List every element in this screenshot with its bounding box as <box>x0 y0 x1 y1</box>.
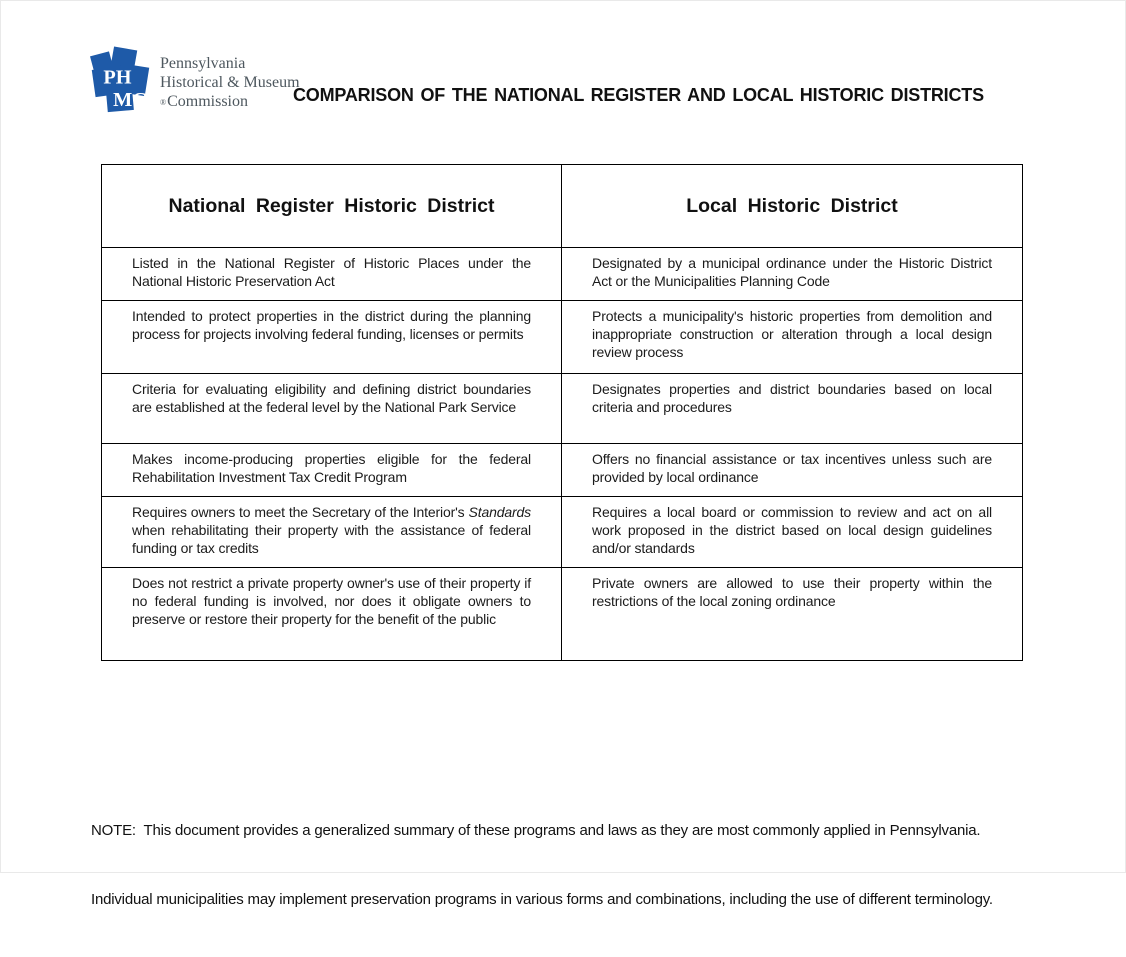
org-name-line2: Historical & Museum <box>160 74 300 91</box>
cell-national-register: Listed in the National Register of Historic Places under the National Historic Preservation Act <box>102 248 562 301</box>
table-row <box>102 497 1023 568</box>
cell-local-district: Designates properties and district boundaries based on local criteria and procedures <box>562 374 1023 444</box>
column-header-local-district: Local Historic District <box>562 165 1023 248</box>
table-row <box>102 568 1023 661</box>
cell-national-register: Makes income-producing properties eligible for the federal Rehabilitation Investment Tax Credit Program <box>102 444 562 497</box>
table-row <box>102 374 1023 444</box>
cell-national-register: Intended to protect properties in the district during the planning process for projects involving federal funding, licenses or permits <box>102 301 562 374</box>
cell-local-district: Protects a municipality's historic properties from demolition and inappropriate construction or alteration through a local design review process <box>562 301 1023 374</box>
table-row <box>102 444 1023 497</box>
footer-note-line1: NOTE: This document provides a generalized summary of these programs and laws as they are most commonly applied in Pennsylvania. <box>91 822 981 839</box>
cell-national-register: Does not restrict a private property owner's use of their property if no federal funding is involved, nor does it obligate owners to preserve or restore their property for the benefit of the public <box>102 568 562 661</box>
cell-national-register: Requires owners to meet the Secretary of the Interior's Standards when rehabilitating their property with the assistance of federal funding or tax credits <box>102 497 562 568</box>
cell-local-district: Requires a local board or commission to review and act on all work proposed in the district based on local design guidelines and/or standards <box>562 497 1023 568</box>
org-name-line1: Pennsylvania <box>160 55 246 72</box>
table-row <box>102 248 1023 301</box>
table-row <box>102 301 1023 374</box>
header-row <box>102 165 1023 248</box>
column-header-national-register: National Register Historic District <box>102 165 562 248</box>
cell-local-district: Private owners are allowed to use their property within the restrictions of the local zoning ordinance <box>562 568 1023 661</box>
registered-mark-icon: ® <box>160 98 167 107</box>
comparison-table <box>101 164 1023 661</box>
page-title: COMPARISON OF THE NATIONAL REGISTER AND LOCAL HISTORIC DISTRICTS <box>293 85 984 105</box>
cell-local-district: Offers no financial assistance or tax incentives unless such are provided by local ordinance <box>562 444 1023 497</box>
cell-local-district: Designated by a municipal ordinance under the Historic District Act or the Municipalities Planning Code <box>562 248 1023 301</box>
phmc-keystone-icon <box>89 47 153 115</box>
footer-note <box>91 773 1081 957</box>
footer-note-line2: Individual municipalities may implement preservation programs in various forms and combinations, including the use of different terminology. <box>91 891 993 908</box>
logo-monogram-top: PH <box>103 66 132 89</box>
org-name-line3: ®Commission <box>160 93 248 110</box>
org-name <box>160 47 300 112</box>
phmc-logo <box>89 47 300 115</box>
logo-monogram-bottom: MC <box>113 88 147 111</box>
cell-national-register: Criteria for evaluating eligibility and defining district boundaries are established at the federal level by the National Park Service <box>102 374 562 444</box>
